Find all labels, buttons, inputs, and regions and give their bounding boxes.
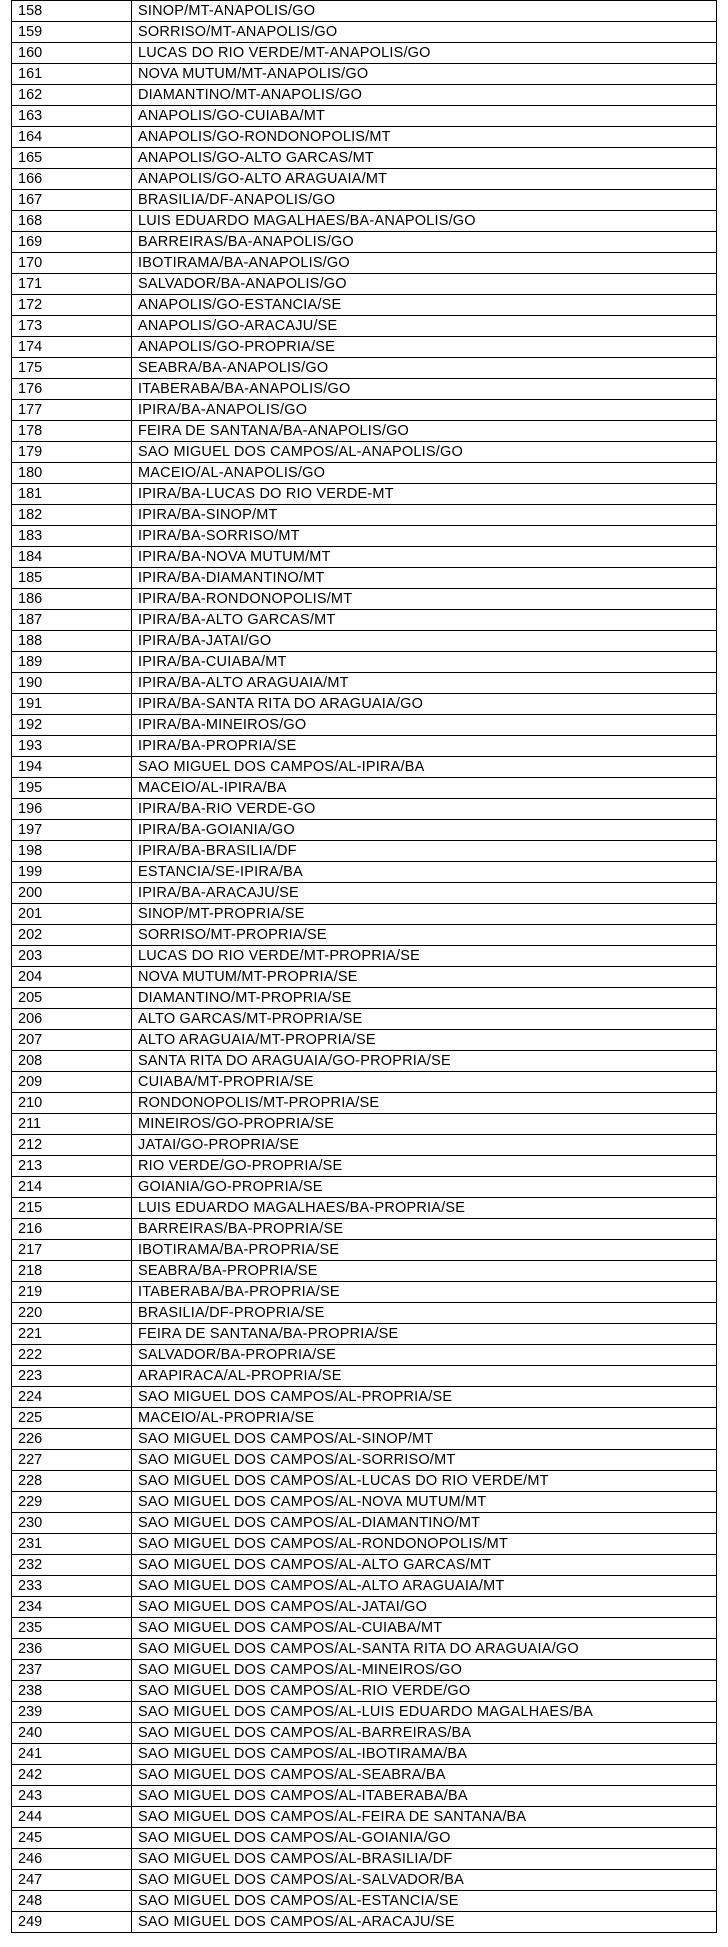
- route-name: ANAPOLIS/GO-ALTO GARCAS/MT: [132, 148, 717, 169]
- table-row: [12, 1429, 717, 1450]
- row-number: 227: [12, 1450, 132, 1471]
- row-number: 217: [12, 1240, 132, 1261]
- table-row: [12, 1408, 717, 1429]
- table-row: [12, 589, 717, 610]
- row-number: 236: [12, 1639, 132, 1660]
- route-name: SAO MIGUEL DOS CAMPOS/AL-CUIABA/MT: [132, 1618, 717, 1639]
- row-number: 216: [12, 1219, 132, 1240]
- routes-table-body: [12, 1, 717, 1933]
- table-row: [12, 64, 717, 85]
- route-name: IPIRA/BA-SORRISO/MT: [132, 526, 717, 547]
- route-name: SEABRA/BA-PROPRIA/SE: [132, 1261, 717, 1282]
- route-name: FEIRA DE SANTANA/BA-PROPRIA/SE: [132, 1324, 717, 1345]
- route-name: RONDONOPOLIS/MT-PROPRIA/SE: [132, 1093, 717, 1114]
- route-name: SAO MIGUEL DOS CAMPOS/AL-RIO VERDE/GO: [132, 1681, 717, 1702]
- row-number: 193: [12, 736, 132, 757]
- row-number: 199: [12, 862, 132, 883]
- route-name: DIAMANTINO/MT-PROPRIA/SE: [132, 988, 717, 1009]
- row-number: 248: [12, 1891, 132, 1912]
- table-row: [12, 1156, 717, 1177]
- row-number: 234: [12, 1597, 132, 1618]
- route-name: SAO MIGUEL DOS CAMPOS/AL-FEIRA DE SANTANA/BA: [132, 1807, 717, 1828]
- route-name: SAO MIGUEL DOS CAMPOS/AL-RONDONOPOLIS/MT: [132, 1534, 717, 1555]
- row-number: 164: [12, 127, 132, 148]
- table-row: [12, 1639, 717, 1660]
- table-row: [12, 316, 717, 337]
- row-number: 189: [12, 652, 132, 673]
- row-number: 247: [12, 1870, 132, 1891]
- route-name: BRASILIA/DF-ANAPOLIS/GO: [132, 190, 717, 211]
- row-number: 212: [12, 1135, 132, 1156]
- table-row: [12, 190, 717, 211]
- table-row: [12, 736, 717, 757]
- table-row: [12, 1765, 717, 1786]
- route-name: SAO MIGUEL DOS CAMPOS/AL-LUCAS DO RIO VERDE/MT: [132, 1471, 717, 1492]
- route-name: ARAPIRACA/AL-PROPRIA/SE: [132, 1366, 717, 1387]
- table-row: [12, 1492, 717, 1513]
- route-name: ANAPOLIS/GO-PROPRIA/SE: [132, 337, 717, 358]
- route-name: SAO MIGUEL DOS CAMPOS/AL-BRASILIA/DF: [132, 1849, 717, 1870]
- row-number: 233: [12, 1576, 132, 1597]
- row-number: 192: [12, 715, 132, 736]
- table-row: [12, 1, 717, 22]
- row-number: 167: [12, 190, 132, 211]
- row-number: 235: [12, 1618, 132, 1639]
- row-number: 188: [12, 631, 132, 652]
- route-name: SAO MIGUEL DOS CAMPOS/AL-MINEIROS/GO: [132, 1660, 717, 1681]
- route-name: IPIRA/BA-DIAMANTINO/MT: [132, 568, 717, 589]
- route-name: JATAI/GO-PROPRIA/SE: [132, 1135, 717, 1156]
- route-name: SORRISO/MT-ANAPOLIS/GO: [132, 22, 717, 43]
- row-number: 176: [12, 379, 132, 400]
- route-name: IPIRA/BA-ANAPOLIS/GO: [132, 400, 717, 421]
- table-row: [12, 547, 717, 568]
- table-row: [12, 1072, 717, 1093]
- table-row: [12, 1114, 717, 1135]
- route-name: SORRISO/MT-PROPRIA/SE: [132, 925, 717, 946]
- row-number: 222: [12, 1345, 132, 1366]
- row-number: 215: [12, 1198, 132, 1219]
- route-name: ESTANCIA/SE-IPIRA/BA: [132, 862, 717, 883]
- row-number: 163: [12, 106, 132, 127]
- route-name: SANTA RITA DO ARAGUAIA/GO-PROPRIA/SE: [132, 1051, 717, 1072]
- route-name: SAO MIGUEL DOS CAMPOS/AL-ALTO ARAGUAIA/MT: [132, 1576, 717, 1597]
- row-number: 201: [12, 904, 132, 925]
- route-name: SAO MIGUEL DOS CAMPOS/AL-DIAMANTINO/MT: [132, 1513, 717, 1534]
- table-row: [12, 484, 717, 505]
- route-name: SEABRA/BA-ANAPOLIS/GO: [132, 358, 717, 379]
- table-row: [12, 652, 717, 673]
- row-number: 232: [12, 1555, 132, 1576]
- table-row: [12, 1030, 717, 1051]
- row-number: 165: [12, 148, 132, 169]
- table-row: [12, 988, 717, 1009]
- route-name: SALVADOR/BA-PROPRIA/SE: [132, 1345, 717, 1366]
- table-row: [12, 1576, 717, 1597]
- route-name: SAO MIGUEL DOS CAMPOS/AL-NOVA MUTUM/MT: [132, 1492, 717, 1513]
- table-row: [12, 127, 717, 148]
- table-row: [12, 463, 717, 484]
- route-name: ALTO ARAGUAIA/MT-PROPRIA/SE: [132, 1030, 717, 1051]
- table-row: [12, 757, 717, 778]
- table-row: [12, 1366, 717, 1387]
- route-name: IPIRA/BA-JATAI/GO: [132, 631, 717, 652]
- route-name: SAO MIGUEL DOS CAMPOS/AL-ESTANCIA/SE: [132, 1891, 717, 1912]
- table-row: [12, 505, 717, 526]
- row-number: 177: [12, 400, 132, 421]
- table-row: [12, 862, 717, 883]
- table-row: [12, 148, 717, 169]
- route-name: BRASILIA/DF-PROPRIA/SE: [132, 1303, 717, 1324]
- route-name: IPIRA/BA-MINEIROS/GO: [132, 715, 717, 736]
- route-name: SAO MIGUEL DOS CAMPOS/AL-PROPRIA/SE: [132, 1387, 717, 1408]
- row-number: 219: [12, 1282, 132, 1303]
- table-row: [12, 1450, 717, 1471]
- table-row: [12, 106, 717, 127]
- row-number: 196: [12, 799, 132, 820]
- row-number: 214: [12, 1177, 132, 1198]
- row-number: 187: [12, 610, 132, 631]
- table-row: [12, 1828, 717, 1849]
- route-name: SAO MIGUEL DOS CAMPOS/AL-SORRISO/MT: [132, 1450, 717, 1471]
- route-name: SAO MIGUEL DOS CAMPOS/AL-ITABERABA/BA: [132, 1786, 717, 1807]
- table-row: [12, 1807, 717, 1828]
- route-name: LUCAS DO RIO VERDE/MT-ANAPOLIS/GO: [132, 43, 717, 64]
- route-name: SINOP/MT-ANAPOLIS/GO: [132, 1, 717, 22]
- table-row: [12, 694, 717, 715]
- row-number: 182: [12, 505, 132, 526]
- row-number: 159: [12, 22, 132, 43]
- table-row: [12, 841, 717, 862]
- route-name: ANAPOLIS/GO-ESTANCIA/SE: [132, 295, 717, 316]
- row-number: 220: [12, 1303, 132, 1324]
- table-row: [12, 1177, 717, 1198]
- route-name: SAO MIGUEL DOS CAMPOS/AL-LUIS EDUARDO MAGALHAES/BA: [132, 1702, 717, 1723]
- table-row: [12, 799, 717, 820]
- route-name: IPIRA/BA-SANTA RITA DO ARAGUAIA/GO: [132, 694, 717, 715]
- table-row: [12, 1051, 717, 1072]
- row-number: 228: [12, 1471, 132, 1492]
- table-row: [12, 778, 717, 799]
- route-name: IPIRA/BA-ALTO GARCAS/MT: [132, 610, 717, 631]
- row-number: 173: [12, 316, 132, 337]
- table-row: [12, 946, 717, 967]
- table-row: [12, 568, 717, 589]
- table-row: [12, 1744, 717, 1765]
- table-row: [12, 337, 717, 358]
- row-number: 200: [12, 883, 132, 904]
- row-number: 206: [12, 1009, 132, 1030]
- row-number: 190: [12, 673, 132, 694]
- table-row: [12, 1345, 717, 1366]
- row-number: 169: [12, 232, 132, 253]
- route-name: SAO MIGUEL DOS CAMPOS/AL-IBOTIRAMA/BA: [132, 1744, 717, 1765]
- row-number: 178: [12, 421, 132, 442]
- row-number: 230: [12, 1513, 132, 1534]
- route-name: SAO MIGUEL DOS CAMPOS/AL-SALVADOR/BA: [132, 1870, 717, 1891]
- row-number: 194: [12, 757, 132, 778]
- table-row: [12, 1219, 717, 1240]
- row-number: 179: [12, 442, 132, 463]
- table-row: [12, 211, 717, 232]
- row-number: 158: [12, 1, 132, 22]
- table-row: [12, 1093, 717, 1114]
- route-name: NOVA MUTUM/MT-PROPRIA/SE: [132, 967, 717, 988]
- row-number: 224: [12, 1387, 132, 1408]
- route-name: IPIRA/BA-SINOP/MT: [132, 505, 717, 526]
- row-number: 239: [12, 1702, 132, 1723]
- route-name: CUIABA/MT-PROPRIA/SE: [132, 1072, 717, 1093]
- row-number: 191: [12, 694, 132, 715]
- route-name: SAO MIGUEL DOS CAMPOS/AL-SANTA RITA DO ARAGUAIA/GO: [132, 1639, 717, 1660]
- row-number: 162: [12, 85, 132, 106]
- row-number: 203: [12, 946, 132, 967]
- route-name: IPIRA/BA-CUIABA/MT: [132, 652, 717, 673]
- table-row: [12, 883, 717, 904]
- table-row: [12, 22, 717, 43]
- route-name: SAO MIGUEL DOS CAMPOS/AL-ANAPOLIS/GO: [132, 442, 717, 463]
- table-row: [12, 1387, 717, 1408]
- row-number: 171: [12, 274, 132, 295]
- row-number: 197: [12, 820, 132, 841]
- table-row: [12, 1135, 717, 1156]
- route-name: MINEIROS/GO-PROPRIA/SE: [132, 1114, 717, 1135]
- row-number: 211: [12, 1114, 132, 1135]
- row-number: 185: [12, 568, 132, 589]
- row-number: 221: [12, 1324, 132, 1345]
- route-name: SAO MIGUEL DOS CAMPOS/AL-BARREIRAS/BA: [132, 1723, 717, 1744]
- row-number: 245: [12, 1828, 132, 1849]
- row-number: 160: [12, 43, 132, 64]
- table-row: [12, 274, 717, 295]
- route-name: NOVA MUTUM/MT-ANAPOLIS/GO: [132, 64, 717, 85]
- row-number: 225: [12, 1408, 132, 1429]
- row-number: 241: [12, 1744, 132, 1765]
- row-number: 244: [12, 1807, 132, 1828]
- row-number: 186: [12, 589, 132, 610]
- row-number: 210: [12, 1093, 132, 1114]
- row-number: 249: [12, 1912, 132, 1933]
- row-number: 168: [12, 211, 132, 232]
- row-number: 161: [12, 64, 132, 85]
- row-number: 208: [12, 1051, 132, 1072]
- route-name: SAO MIGUEL DOS CAMPOS/AL-IPIRA/BA: [132, 757, 717, 778]
- row-number: 223: [12, 1366, 132, 1387]
- row-number: 175: [12, 358, 132, 379]
- row-number: 181: [12, 484, 132, 505]
- table-row: [12, 1912, 717, 1933]
- routes-table: [11, 0, 717, 1933]
- row-number: 243: [12, 1786, 132, 1807]
- table-row: [12, 1891, 717, 1912]
- table-row: [12, 967, 717, 988]
- table-row: [12, 1282, 717, 1303]
- table-row: [12, 1618, 717, 1639]
- route-name: SINOP/MT-PROPRIA/SE: [132, 904, 717, 925]
- table-row: [12, 358, 717, 379]
- row-number: 226: [12, 1429, 132, 1450]
- table-row: [12, 169, 717, 190]
- route-name: ITABERABA/BA-PROPRIA/SE: [132, 1282, 717, 1303]
- table-row: [12, 1849, 717, 1870]
- row-number: 207: [12, 1030, 132, 1051]
- row-number: 242: [12, 1765, 132, 1786]
- route-name: ITABERABA/BA-ANAPOLIS/GO: [132, 379, 717, 400]
- route-name: SAO MIGUEL DOS CAMPOS/AL-JATAI/GO: [132, 1597, 717, 1618]
- table-row: [12, 1009, 717, 1030]
- table-row: [12, 1723, 717, 1744]
- route-name: IPIRA/BA-NOVA MUTUM/MT: [132, 547, 717, 568]
- route-name: DIAMANTINO/MT-ANAPOLIS/GO: [132, 85, 717, 106]
- table-row: [12, 442, 717, 463]
- table-row: [12, 1681, 717, 1702]
- row-number: 174: [12, 337, 132, 358]
- row-number: 180: [12, 463, 132, 484]
- row-number: 198: [12, 841, 132, 862]
- row-number: 195: [12, 778, 132, 799]
- table-row: [12, 1555, 717, 1576]
- row-number: 202: [12, 925, 132, 946]
- route-name: ANAPOLIS/GO-RONDONOPOLIS/MT: [132, 127, 717, 148]
- row-number: 184: [12, 547, 132, 568]
- table-row: [12, 400, 717, 421]
- table-row: [12, 820, 717, 841]
- route-name: BARREIRAS/BA-ANAPOLIS/GO: [132, 232, 717, 253]
- table-row: [12, 379, 717, 400]
- table-row: [12, 232, 717, 253]
- route-name: GOIANIA/GO-PROPRIA/SE: [132, 1177, 717, 1198]
- route-name: IPIRA/BA-RONDONOPOLIS/MT: [132, 589, 717, 610]
- route-name: IPIRA/BA-LUCAS DO RIO VERDE-MT: [132, 484, 717, 505]
- table-row: [12, 253, 717, 274]
- row-number: 172: [12, 295, 132, 316]
- table-row: [12, 85, 717, 106]
- table-row: [12, 1261, 717, 1282]
- table-row: [12, 715, 717, 736]
- table-row: [12, 1324, 717, 1345]
- row-number: 240: [12, 1723, 132, 1744]
- table-row: [12, 1198, 717, 1219]
- route-name: IPIRA/BA-ARACAJU/SE: [132, 883, 717, 904]
- table-row: [12, 1870, 717, 1891]
- route-name: IPIRA/BA-RIO VERDE-GO: [132, 799, 717, 820]
- table-row: [12, 1471, 717, 1492]
- route-name: SAO MIGUEL DOS CAMPOS/AL-ARACAJU/SE: [132, 1912, 717, 1933]
- route-name: MACEIO/AL-ANAPOLIS/GO: [132, 463, 717, 484]
- row-number: 204: [12, 967, 132, 988]
- route-name: IPIRA/BA-GOIANIA/GO: [132, 820, 717, 841]
- route-name: ANAPOLIS/GO-CUIABA/MT: [132, 106, 717, 127]
- table-row: [12, 1786, 717, 1807]
- table-row: [12, 673, 717, 694]
- table-row: [12, 1534, 717, 1555]
- row-number: 231: [12, 1534, 132, 1555]
- row-number: 246: [12, 1849, 132, 1870]
- route-name: IBOTIRAMA/BA-ANAPOLIS/GO: [132, 253, 717, 274]
- route-name: LUIS EDUARDO MAGALHAES/BA-PROPRIA/SE: [132, 1198, 717, 1219]
- route-name: MACEIO/AL-IPIRA/BA: [132, 778, 717, 799]
- table-row: [12, 295, 717, 316]
- row-number: 183: [12, 526, 132, 547]
- route-name: SAO MIGUEL DOS CAMPOS/AL-GOIANIA/GO: [132, 1828, 717, 1849]
- route-name: SAO MIGUEL DOS CAMPOS/AL-SINOP/MT: [132, 1429, 717, 1450]
- route-name: SAO MIGUEL DOS CAMPOS/AL-ALTO GARCAS/MT: [132, 1555, 717, 1576]
- route-name: SALVADOR/BA-ANAPOLIS/GO: [132, 274, 717, 295]
- table-row: [12, 1513, 717, 1534]
- route-name: ALTO GARCAS/MT-PROPRIA/SE: [132, 1009, 717, 1030]
- table-row: [12, 526, 717, 547]
- row-number: 238: [12, 1681, 132, 1702]
- table-row: [12, 1303, 717, 1324]
- route-name: BARREIRAS/BA-PROPRIA/SE: [132, 1219, 717, 1240]
- route-name: MACEIO/AL-PROPRIA/SE: [132, 1408, 717, 1429]
- table-row: [12, 1597, 717, 1618]
- row-number: 209: [12, 1072, 132, 1093]
- table-row: [12, 1702, 717, 1723]
- table-row: [12, 904, 717, 925]
- route-name: IPIRA/BA-BRASILIA/DF: [132, 841, 717, 862]
- table-row: [12, 421, 717, 442]
- row-number: 229: [12, 1492, 132, 1513]
- row-number: 213: [12, 1156, 132, 1177]
- table-row: [12, 43, 717, 64]
- route-name: FEIRA DE SANTANA/BA-ANAPOLIS/GO: [132, 421, 717, 442]
- table-row: [12, 631, 717, 652]
- route-name: LUCAS DO RIO VERDE/MT-PROPRIA/SE: [132, 946, 717, 967]
- route-name: LUIS EDUARDO MAGALHAES/BA-ANAPOLIS/GO: [132, 211, 717, 232]
- table-row: [12, 925, 717, 946]
- route-name: IPIRA/BA-PROPRIA/SE: [132, 736, 717, 757]
- row-number: 218: [12, 1261, 132, 1282]
- table-row: [12, 1660, 717, 1681]
- row-number: 205: [12, 988, 132, 1009]
- table-row: [12, 1240, 717, 1261]
- route-name: ANAPOLIS/GO-ARACAJU/SE: [132, 316, 717, 337]
- route-name: IPIRA/BA-ALTO ARAGUAIA/MT: [132, 673, 717, 694]
- row-number: 237: [12, 1660, 132, 1681]
- route-name: ANAPOLIS/GO-ALTO ARAGUAIA/MT: [132, 169, 717, 190]
- route-name: IBOTIRAMA/BA-PROPRIA/SE: [132, 1240, 717, 1261]
- route-name: RIO VERDE/GO-PROPRIA/SE: [132, 1156, 717, 1177]
- row-number: 166: [12, 169, 132, 190]
- table-row: [12, 610, 717, 631]
- route-name: SAO MIGUEL DOS CAMPOS/AL-SEABRA/BA: [132, 1765, 717, 1786]
- row-number: 170: [12, 253, 132, 274]
